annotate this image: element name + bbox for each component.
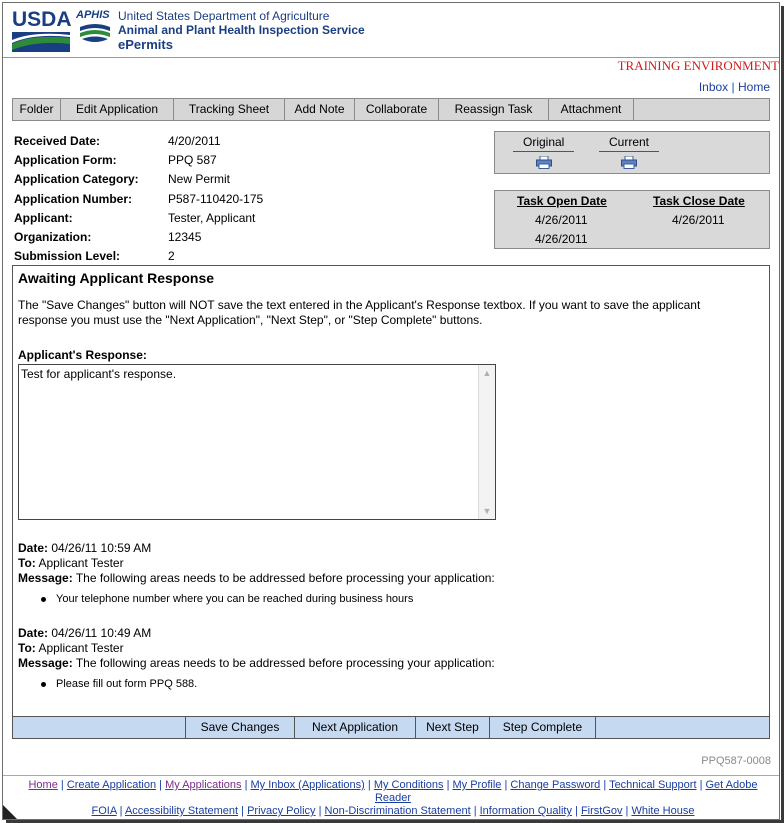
message-bullet: Your telephone number where you can be reached during business hours xyxy=(41,593,413,605)
aphis-logo-text: APHIS xyxy=(76,9,110,21)
footer-divider xyxy=(3,775,779,776)
application-number-label: Application Number: xyxy=(14,192,133,206)
current-label: Current xyxy=(599,135,659,152)
footer-link-home[interactable]: Home xyxy=(28,779,58,791)
organization-value: 12345 xyxy=(168,230,202,244)
message-body: Message: The following areas needs to be addressed before processing your application: xyxy=(18,656,495,670)
reassign-task-button[interactable]: Reassign Task xyxy=(439,99,549,120)
applicant-value: Tester, Applicant xyxy=(168,211,256,225)
department-name: United States Department of Agriculture xyxy=(118,9,330,23)
footer-link-white-house[interactable]: White House xyxy=(631,805,695,817)
message-bullet: Please fill out form PPQ 588. xyxy=(41,678,197,690)
bullet-icon xyxy=(41,682,46,687)
submission-level-label: Submission Level: xyxy=(14,249,121,263)
footer-link-technical-support[interactable]: Technical Support xyxy=(609,779,697,791)
received-date-value: 4/20/2011 xyxy=(168,134,221,148)
footer-links: Home | Create Application | My Applications | My Inbox (Applications) | My Conditions | My Profile | Change Password | Technical Support | Get Adobe Reader FOIA | Accessibility Statement | Privacy Policy | Non-Discrimination Statement | Information Quality | FirstGov | White House xyxy=(28,779,758,817)
message-date: Date: 04/26/11 10:59 AM xyxy=(18,541,152,555)
aphis-logo xyxy=(76,9,114,49)
current-column xyxy=(599,135,659,169)
footer-link-get-adobe-reader[interactable]: Reader xyxy=(374,792,412,804)
applicant-response-textarea[interactable] xyxy=(18,364,496,520)
application-category-label: Application Category: xyxy=(14,172,139,186)
footer-link-accessibility[interactable]: Accessibility Statement xyxy=(124,805,239,817)
inbox-link[interactable]: Inbox xyxy=(698,80,729,94)
application-form-label: Application Form: xyxy=(14,153,117,167)
received-date-label: Received Date: xyxy=(14,134,101,148)
print-original-icon[interactable] xyxy=(536,156,552,169)
task-open-date-value: 4/26/2011 xyxy=(535,213,588,227)
application-number-value: P587-110420-175 xyxy=(168,192,264,206)
scroll-up-icon[interactable]: ▲ xyxy=(482,368,492,378)
tracking-sheet-button[interactable]: Tracking Sheet xyxy=(174,99,285,120)
task-close-date-value: 4/26/2011 xyxy=(672,213,725,227)
task-toolbar xyxy=(12,98,770,121)
add-note-button[interactable]: Add Note xyxy=(285,99,355,120)
application-form-value: PPQ 587 xyxy=(168,153,217,167)
footer-link-foia[interactable]: FOIA xyxy=(91,805,117,817)
organization-label: Organization: xyxy=(14,230,92,244)
footer-link-firstgov[interactable]: FirstGov xyxy=(580,805,623,817)
save-notice: The "Save Changes" button will NOT save the text entered in the Applicant's Response textbox. If you want to save the applicant response you must use the "Next Application", "Next Step", or "Step Complete" buttons. xyxy=(18,298,701,327)
service-name: Animal and Plant Health Inspection Service xyxy=(118,23,365,37)
corner-decoration xyxy=(3,805,17,819)
response-panel xyxy=(12,265,770,739)
message-body: Message: The following areas needs to be addressed before processing your application: xyxy=(18,571,495,585)
page-code: PPQ587-0008 xyxy=(701,755,771,767)
usda-swoosh-icon xyxy=(12,32,70,52)
next-application-button[interactable]: Next Application xyxy=(295,717,416,738)
applicant-response-label: Applicant's Response: xyxy=(18,348,147,362)
task-open-date-header: Task Open Date xyxy=(517,194,607,208)
save-changes-button[interactable]: Save Changes xyxy=(186,717,295,738)
original-label: Original xyxy=(513,135,574,152)
original-column xyxy=(513,135,574,169)
textarea-scrollbar[interactable] xyxy=(478,365,495,519)
home-link[interactable]: Home xyxy=(737,80,770,94)
step-complete-button[interactable]: Step Complete xyxy=(490,717,596,738)
application-category-value: New Permit xyxy=(168,172,231,186)
task-dates-box xyxy=(494,190,770,249)
next-step-button[interactable]: Next Step xyxy=(416,717,490,738)
footer-link-my-profile[interactable]: My Profile xyxy=(452,779,502,791)
message-to: To: Applicant Tester xyxy=(18,556,124,570)
top-links xyxy=(699,80,770,94)
task-open-date-value: 4/26/2011 xyxy=(535,232,588,246)
footer-link-privacy-policy[interactable]: Privacy Policy xyxy=(247,805,316,817)
footer-link-my-conditions[interactable]: My Conditions xyxy=(373,779,444,791)
footer-link-create-application[interactable]: Create Application xyxy=(66,779,157,791)
document-print-box xyxy=(494,131,770,174)
message-to: To: Applicant Tester xyxy=(18,641,124,655)
folder-button[interactable]: Folder xyxy=(13,99,61,120)
footer-link-my-applications[interactable]: My Applications xyxy=(165,779,242,791)
applicant-label: Applicant: xyxy=(14,211,73,225)
link-separator: | xyxy=(731,80,735,94)
scroll-down-icon[interactable]: ▼ xyxy=(482,506,492,516)
training-environment-label: TRAINING ENVIRONMENT xyxy=(617,58,779,73)
bullet-icon xyxy=(41,597,46,602)
usda-logo xyxy=(12,8,70,52)
panel-title: Awaiting Applicant Response xyxy=(18,270,215,286)
collaborate-button[interactable]: Collaborate xyxy=(355,99,439,120)
aphis-swoosh-icon xyxy=(78,23,112,45)
action-bar-spacer xyxy=(13,717,186,738)
footer-link-my-inbox[interactable]: My Inbox (Applications) xyxy=(250,779,365,791)
edit-application-button[interactable]: Edit Application xyxy=(61,99,174,120)
footer-link-non-discrimination[interactable]: Non-Discrimination Statement xyxy=(324,805,471,817)
submission-level-value: 2 xyxy=(168,249,175,263)
attachment-button[interactable]: Attachment xyxy=(549,99,634,120)
task-close-date-header: Task Close Date xyxy=(653,194,745,208)
action-bar xyxy=(13,716,769,738)
applicant-response-text: Test for applicant's response. xyxy=(21,367,177,381)
footer-link-information-quality[interactable]: Information Quality xyxy=(479,805,572,817)
app-name: ePermits xyxy=(118,37,173,52)
print-current-icon[interactable] xyxy=(621,156,637,169)
footer-link-get-adobe-reader[interactable]: Get Adobe xyxy=(705,779,758,791)
message-date: Date: 04/26/11 10:49 AM xyxy=(18,626,152,640)
footer-link-change-password[interactable]: Change Password xyxy=(510,779,601,791)
usda-logo-text: USDA xyxy=(12,8,72,31)
